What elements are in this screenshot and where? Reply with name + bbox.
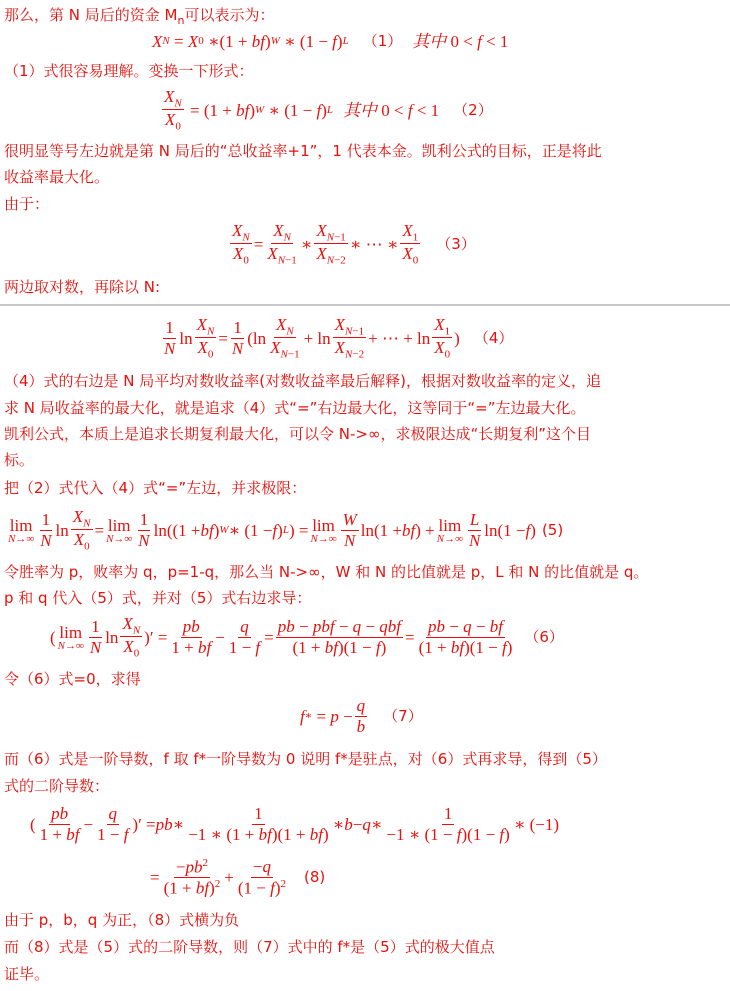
equation-7: f ∗ = p − $\frac{q}{b}$ （7） [300, 696, 423, 736]
text-line: 由于 p，b，q 为正，（8）式横为负 [4, 911, 240, 929]
text-line: 标。 [4, 451, 35, 469]
equation-8a: ( $\frac{pb}{1 + bf}$ − $\frac{q}{1 - f}$ )′ = pb ∗ $\frac{1}{-1 ∗ (1 + bf)(1 + bf)}$ ∗ b − q ∗ $\frac{1}{-1 ∗ (1 - f)(1 - f)}$ ∗ (−1) [30, 804, 560, 844]
divider [0, 304, 730, 306]
equation-6: ( lim N→∞ $\frac{1}{N}$ ln $\frac{X_N}{X_0}$ )′ = $\frac{pb}{1 + bf}$ − $\frac{q}{1 - f}$ = $\frac{\text{pb − pbf − q − qbf}}{(1 + bf)(1 - f)}$ = $\frac{pb - q - bf}{(1 + bf)(1 - f)}$ （6） [50, 614, 564, 660]
text-line: 很明显等号左边就是第 N 局后的“总收益率+1”，1 代表本金。凯利公式的目标，正是将此 [4, 142, 602, 160]
text-line: 那么，第 N 局后的资金 $M_n$可以表示为： [4, 6, 275, 27]
text-line: 由于： [4, 195, 50, 213]
text-line: 式的二阶导数： [4, 777, 110, 795]
equation-4: $\frac{1}{N}$ ln $\frac{X_N}{X_0}$ = $\frac{1}{N}$ (ln $\frac{X_N}{X_{N-1}}$ + ln $\frac{X_{N-1}}{X_{N-2}}$ + ⋯ + ln $\frac{X_1}{X_0}$ ) （4） [164, 315, 514, 361]
text-line: 两边取对数，再除以 N: [4, 278, 161, 296]
text-line: p 和 q 代入（5）式，并对（5）式右边求导： [4, 589, 312, 607]
equation-8b: = $\frac{-pb^2}{(1 + bf)^2}$ + $\frac{-q}{(1 - f)^2}$ (8) [150, 856, 326, 898]
text-line: （1）式很容易理解。变换一下形式： [4, 62, 254, 80]
text-line: 而（6）式是一阶导数，f 取 f*一阶导数为 0 说明 f*是驻点，对（6）式再求导，得到（5） [4, 750, 607, 768]
text-line: 而（8）式是（5）式的二阶导数，则（7）式中的 f*是（5）式的极大值点 [4, 938, 495, 956]
equation-1: X N = X 0 ∗(1 + bf ) W ∗ (1 − f ) L （1） 其中 0 < f < 1 [152, 32, 509, 51]
equation-5: lim N→∞ $\frac{1}{N}$ ln $\frac{X_N}{X_0}$ = lim N→∞ $\frac{1}{N}$ ln((1 + bf ) W ∗ (1 − f ) L ) = lim N→∞ $\frac{W}{N}$ ln(1 + bf ) + lim N→∞ $\frac{L}{N}$ ln(1 − f ) (5) [8, 507, 564, 553]
text-line: 收益率最大化。 [4, 168, 110, 186]
text-line: 凯利公式，本质上是追求长期复利最大化，可以令 N->∞，求极限达成“长期复利”这个目 [4, 425, 592, 443]
text-line: 求 N 局收益率的最大化，就是追求（4）式“=”右边最大化，这等同于“=”左边最大化。 [4, 399, 586, 417]
text-line: 证毕。 [4, 965, 50, 983]
equation-3: $\frac{X_N}{X_0}$ = $\frac{X_N}{X_{N-1}}$ ∗ $\frac{X_{N-1}}{X_{N-2}}$ ∗ ⋯ ∗ $\frac{X_1}{X_0}$ （3） [232, 221, 476, 267]
text-line: 令胜率为 p，败率为 q，p=1-q，那么当 N->∞，W 和 N 的比值就是 p，L 和 N 的比值就是 q。 [4, 563, 649, 581]
text-line: 令（6）式=0，求得 [4, 670, 141, 688]
text-line: （4）式的右边是 N 局平均对数收益率(对数收益率最后解释)，根据对数收益率的定义，追 [4, 372, 602, 390]
text-line: 把（2）式代入（4）式“=”左边，并求极限： [4, 479, 307, 497]
equation-2: $\frac{X_N}{X_0}$ = (1 + bf ) W ∗ (1 − f ) L 其中 0 < f < 1 （2） [164, 87, 493, 133]
